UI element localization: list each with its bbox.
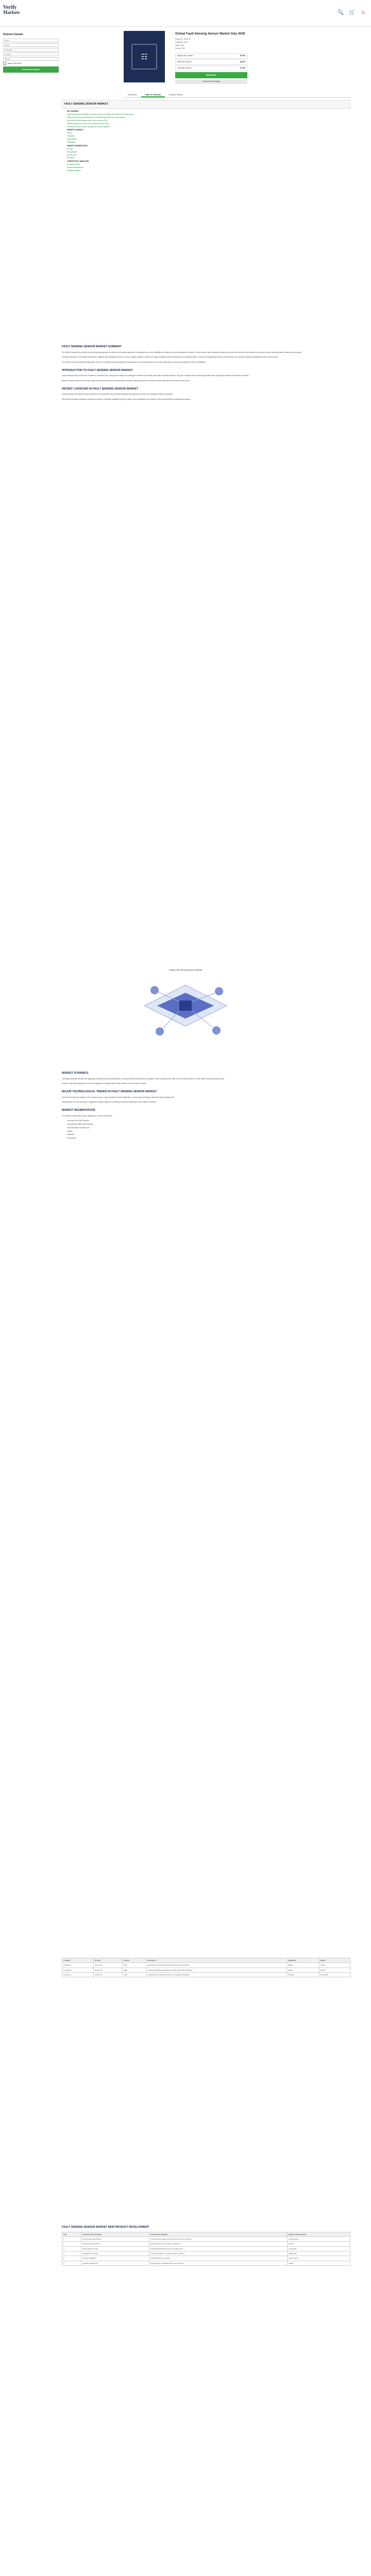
table-header-cell: Application xyxy=(286,1958,319,1963)
tab-table-of-contents[interactable]: Table of Contents xyxy=(141,93,165,97)
article-part-1 xyxy=(62,340,350,963)
table-cell: Utilities xyxy=(286,1968,319,1972)
table-cell: Industrial xyxy=(286,1973,319,1977)
table-cell: 2023 xyxy=(123,1963,146,1968)
table-cell: 3 xyxy=(62,2246,81,2251)
launch-table xyxy=(62,1958,350,1977)
inquiry-button[interactable]: Inquiry Before Buying xyxy=(175,79,247,84)
section-paragraph: The market is segmented by type, application, end user and region. xyxy=(62,1114,113,1117)
table-header-cell: Launch xyxy=(123,1958,146,1963)
report-meta: Published: 2024 xyxy=(175,41,188,43)
logo-line1: Verify xyxy=(3,5,17,10)
table-cell: 2 xyxy=(62,2242,81,2246)
toc-item[interactable]: Recent Developments xyxy=(67,166,83,168)
table-row xyxy=(62,2256,350,2261)
license-option[interactable] xyxy=(175,65,247,71)
license-label: Single User License xyxy=(177,54,193,57)
table-row xyxy=(62,1973,350,1977)
article-part-2 xyxy=(62,1066,350,1953)
table-cell: Utilities xyxy=(286,1963,319,1968)
table-cell: Self-powered overhead line fault indicator with wireless alerts xyxy=(146,1963,287,1968)
license-label: Corporate License xyxy=(177,66,192,69)
country-field[interactable]: Country xyxy=(3,53,59,56)
table-cell: Energy harvesting sensor xyxy=(81,2242,149,2246)
section-paragraph: Fault sensing sensors are devices installed on overhead lines, underground cables and switchgear to detect and indicate the location of electrical faults. They play a critical role in minimizing downtime and improving the safety of distribution networks. xyxy=(62,375,249,377)
section-paragraph: Manufacturers are also focusing on ruggedized designs capable of operating in extreme temperature and humidity conditions. xyxy=(62,1101,157,1104)
table-cell: 5 xyxy=(62,2256,81,2261)
license-option[interactable] xyxy=(175,59,247,65)
market-figure xyxy=(98,969,273,1061)
table-cell: Underground cable fault detection module with SCADA integration xyxy=(146,1968,287,1972)
report-meta: Pages: 150 xyxy=(175,44,184,46)
section-heading: MAJOR TECHNOLOGICAL TRENDS IN FAULT SENSING SENSOR MARKET xyxy=(62,1090,157,1094)
toc-item[interactable]: By Application xyxy=(67,150,78,153)
report-tabs xyxy=(124,93,350,98)
bullet-item: Industrial xyxy=(67,1133,74,1136)
toc-item[interactable]: Fault Sensing Sensor Market is expected to grow at a steady rate during the forecast period xyxy=(67,113,134,115)
buy-now-button[interactable]: Buy Now xyxy=(175,72,247,79)
tab-request-sample[interactable]: Request Sample xyxy=(169,94,183,96)
table-header-row xyxy=(62,1958,350,1963)
table-cell: Company B xyxy=(62,1968,94,1972)
report-meta: Report ID: 1002754 xyxy=(175,38,191,41)
toc-item[interactable]: Rising demand for grid reliability and smart distribution networks drives adoption xyxy=(67,116,125,118)
table-cell: Edge analytics module xyxy=(81,2246,149,2251)
table-cell: Compact panel mounted fault sensor for industrial switchgear xyxy=(146,1973,287,1977)
table-header-row xyxy=(62,2232,350,2236)
toc-item[interactable]: By Region xyxy=(67,157,75,159)
section-heading: RECENT LAUNCHES IN FAULT SENSING SENSOR MARKET xyxy=(62,387,138,391)
table-header-cell: Region xyxy=(319,1958,350,1963)
table-cell: Sensor Y2 xyxy=(94,1968,123,1972)
figure-title: Global Fault Sensing Sensor Market xyxy=(168,969,203,971)
table-cell: 2024 xyxy=(123,1973,146,1977)
report-info xyxy=(175,32,289,84)
table-cell: Company A xyxy=(62,1963,94,1968)
toc-item[interactable]: Strategic Initiatives xyxy=(67,169,81,172)
section-paragraph: Modern devices combine current and voltage sensing with low-power communication modules, allowing operators to receive real-time fault alerts at a central control room. xyxy=(62,380,190,382)
table-cell: Company C xyxy=(62,1973,94,1977)
tab-description[interactable]: Description xyxy=(128,94,137,96)
table-cell: Asia Pacific xyxy=(319,1973,350,1977)
table-cell: Latin America xyxy=(288,2256,350,2261)
section-heading: INTRODUCTION TO FAULT SENSING SENSOR MARKET xyxy=(62,368,133,372)
development-table xyxy=(62,2232,350,2266)
report-meta: Format: PDF xyxy=(175,47,185,49)
license-prices xyxy=(175,53,247,84)
phone-field[interactable]: Phone xyxy=(3,57,59,61)
section-heading: MARKET DYNAMICS xyxy=(62,1072,89,1075)
market-illustration xyxy=(134,975,237,1047)
table-cell: Middle East xyxy=(288,2251,350,2256)
license-label: Multi User License xyxy=(177,60,192,63)
toc-item[interactable]: By Type xyxy=(67,147,73,150)
report-summary xyxy=(124,31,289,88)
table-cell: Asia Pacific xyxy=(288,2246,350,2251)
table-of-contents xyxy=(67,109,345,336)
table2-heading: FAULT SENSING SENSOR MARKET NEW PRODUCT DEVELOPMENT xyxy=(62,2226,149,2229)
table-row xyxy=(62,2261,350,2265)
section-paragraph: Growing investment in smart grid infrastructure, together with regulatory pressure to reduce outage durations, continues to support adoption across developed and emerging regions. Vendors are integrating wireless communication and remote monitoring capabilities into their product lines. xyxy=(62,356,279,359)
table-cell: SCADA integration kit xyxy=(81,2261,149,2265)
sidebar-title: Request Sample xyxy=(3,33,23,36)
section-paragraph: New product releases emphasize compact form factors, simplified installation using hot sticks, and compatibility with existing SCADA and distribution management systems. xyxy=(62,398,191,401)
table-cell: Global xyxy=(319,1963,350,1968)
section-paragraph: However, high initial deployment costs and integration complexity may restrain growth in price-sensitive markets. xyxy=(62,1082,147,1085)
section-paragraph: The Fault Sensing Sensor market is witnessing steady growth as utilities and industrial operators increasingly focus on the reliability and resilience of power distribution networks. These sensors detect abnormal conditions such as short circuits, earth faults and overcurrent events, enabling faster isolation and restoration. xyxy=(62,351,302,353)
toc-heading: FAULT SENSING SENSOR MARKET xyxy=(62,100,350,109)
development-table-container xyxy=(62,2221,350,2576)
license-price: $5,600 xyxy=(240,60,245,63)
table-row xyxy=(62,2236,350,2241)
section-paragraph: Increasing electricity demand and aging grid infrastructure are pushing utilities to deploy advanced monitoring technologies. Fault sensing sensors help reduce the time needed to locate faults, lowering operating costs. xyxy=(62,1077,225,1080)
report-cover-icon: ☷ xyxy=(131,44,157,70)
table-cell: 6 xyxy=(62,2261,81,2265)
user-icon[interactable]: ☺ xyxy=(360,10,366,15)
table-cell: Sensor X1 xyxy=(94,1963,123,1968)
table-cell: 2023 xyxy=(123,1968,146,1972)
bullet-item: Utilities xyxy=(67,1130,73,1132)
section-heading: MARKET SEGMENTATION xyxy=(62,1109,95,1112)
toc-item[interactable]: MARKET SEGMENTATION xyxy=(67,144,88,147)
table-header-cell: Development Detailing xyxy=(149,2232,288,2236)
table-cell: North America xyxy=(288,2236,350,2241)
bullet-item: Underground Cable Fault Sensors xyxy=(67,1123,93,1126)
license-price: $7,800 xyxy=(240,66,245,69)
terms-checkbox[interactable] xyxy=(3,62,6,65)
license-option[interactable] xyxy=(175,53,247,59)
toc-item[interactable]: Restraints xyxy=(67,135,75,138)
report-title: Global Fault Sensing Sensor Market Size 2030 xyxy=(175,32,245,36)
section-paragraph: The market remains moderately fragmented, with a mix of global electrical equipment manufacturers and specialized sensor providers competing on accuracy, durability and ease of installation. xyxy=(62,361,207,364)
license-price: $3,450 xyxy=(240,54,245,57)
table-cell: Europe xyxy=(319,1968,350,1972)
table-cell: 4 xyxy=(62,2251,81,2256)
table-cell: New wireless fault indicator xyxy=(81,2236,149,2241)
email-field[interactable]: Email xyxy=(3,43,59,47)
table-row xyxy=(62,1963,350,1968)
sample-request-sidebar xyxy=(0,31,62,75)
logo-line2: Markets xyxy=(3,10,20,15)
download-sample-button[interactable]: Download Sample xyxy=(3,66,59,73)
table-cell: Improved durability in extreme weather conditions xyxy=(149,2251,288,2256)
cart-icon[interactable]: 🛒 xyxy=(349,10,356,15)
toc-item[interactable]: Opportunities xyxy=(67,138,77,141)
bullet-item: Panel Mounted Fault Sensors xyxy=(67,1126,90,1129)
section-heading: FAULT SENSING SENSOR MARKET SUMMARY xyxy=(62,345,122,348)
toc-item[interactable]: Utilities segment accounted for the highest revenue share xyxy=(67,122,109,125)
name-field[interactable]: Name xyxy=(3,39,59,42)
section-paragraph: Several leading manufacturers have introduced next-generation fault indicators featuring self-powered operation and integrated cellular connectivity. xyxy=(62,393,173,396)
table-header-cell: Product xyxy=(94,1958,123,1963)
toc-item[interactable]: COMPETITIVE LANDSCAPE xyxy=(67,160,89,163)
toc-item[interactable]: By End User xyxy=(67,154,76,156)
header-icons xyxy=(338,9,366,17)
terms-row xyxy=(3,62,59,65)
table-row xyxy=(62,2246,350,2251)
site-logo[interactable] xyxy=(3,5,34,15)
company-field[interactable]: Company xyxy=(3,48,59,52)
bullet-item: Commercial xyxy=(67,1137,76,1140)
toc-item[interactable]: Challenges xyxy=(67,141,75,144)
table-header-cell: Region of Development xyxy=(288,2232,350,2236)
toc-item[interactable]: Overhead line fault sensors dominate the product segment xyxy=(67,125,110,128)
table-cell: Europe xyxy=(288,2242,350,2246)
terms-label: I agree to the terms xyxy=(7,62,22,64)
site-header xyxy=(0,0,371,27)
toc-item[interactable]: Asia Pacific held the largest share of the market in 2023 xyxy=(67,119,108,122)
table-cell: Simplified live line mounting xyxy=(149,2256,288,2261)
toc-item[interactable]: Drivers xyxy=(67,132,73,134)
table-row xyxy=(62,2251,350,2256)
table-header-cell: Overview of Development xyxy=(81,2232,149,2236)
launch-table-container xyxy=(62,1958,350,2164)
table-cell: Eliminates the need for battery replacement xyxy=(149,2242,288,2246)
section-paragraph: Key trends include the adoption of IoT-enabled sensors, edge analytics for fault classification, and energy harvesting to eliminate battery replacement. xyxy=(62,1096,175,1098)
table-row xyxy=(62,1968,350,1972)
table-cell: Hot-stick installation xyxy=(81,2256,149,2261)
toc-item[interactable]: KEY FINDINGS xyxy=(67,110,79,112)
bullet-item: Overhead Line Fault Sensors xyxy=(67,1120,89,1122)
table-header-cell: Company xyxy=(62,1958,94,1963)
table-cell: Sensor Z3 xyxy=(94,1973,123,1977)
table-cell: Ruggedized enclosure xyxy=(81,2251,149,2256)
search-icon[interactable]: 🔍 xyxy=(337,10,344,15)
toc-item[interactable]: MARKET DYNAMICS xyxy=(67,129,83,131)
table-header-cell: Description xyxy=(146,1958,287,1963)
toc-item[interactable]: Company Profiles xyxy=(67,163,80,166)
table-cell: Global xyxy=(288,2261,350,2265)
table-cell: Classifies faults locally before transmitting data xyxy=(149,2246,288,2251)
table-cell: Plug-and-play compatibility with control systems xyxy=(149,2261,288,2265)
table-cell: 1 xyxy=(62,2236,81,2241)
report-cover xyxy=(124,31,165,82)
table-header-cell: S No xyxy=(62,2232,81,2236)
table-cell: Introduced long-range communication for remote monitoring xyxy=(149,2236,288,2241)
table-row xyxy=(62,2242,350,2246)
